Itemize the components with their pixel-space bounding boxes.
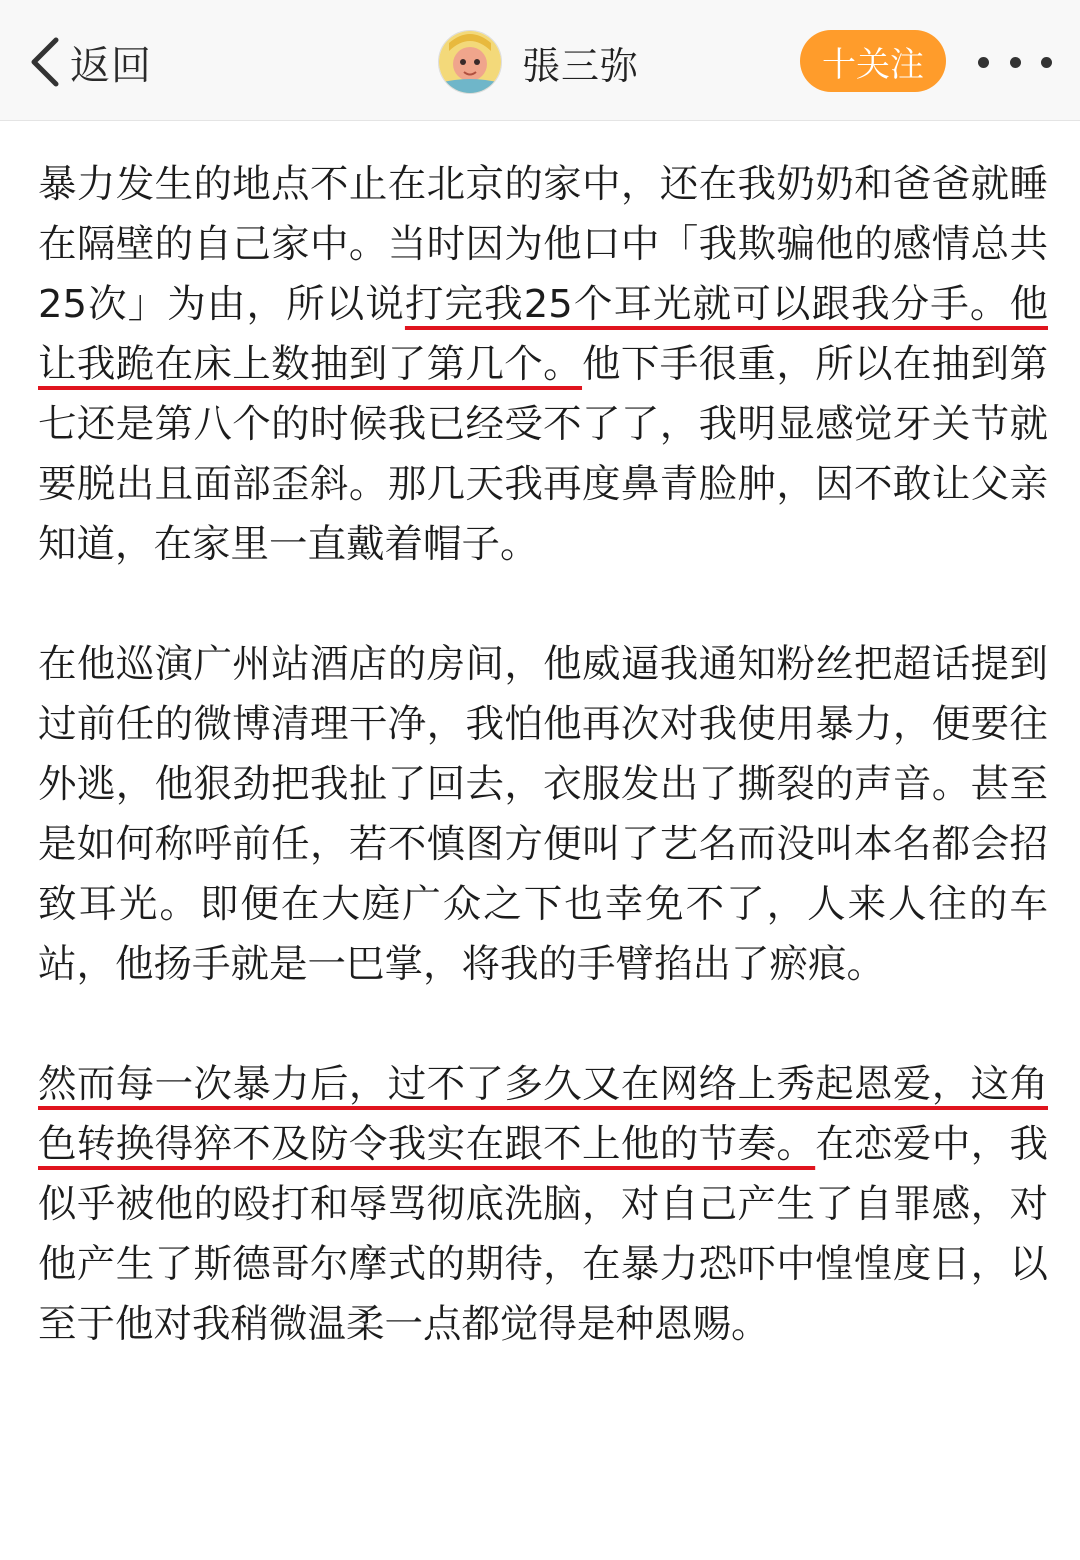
highlighted-sentence-2: 然而每一次暴力后，过不了多久又在网络上秀起恩爱，这角色转换得猝不及防令我实在跟不上他的节奏。 — [38, 1062, 1048, 1167]
avatar[interactable] — [438, 30, 502, 94]
paragraph-1-text-end: 他下手很重，所以在抽到第七还是第八个的时候我已经受不了了，我明显感觉牙关节就要脱出且面部歪斜。那几天我再度鼻青脸肿，因不敢让父亲知道，在家里一直戴着帽子。 — [38, 342, 1048, 567]
highlighted-sentence-1: 打完我25个耳光就可以跟我分手。他让我跪在床上数抽到了第几个。 — [38, 282, 1048, 387]
profile-header[interactable] — [438, 30, 639, 94]
post-body — [38, 155, 1048, 1415]
paragraph-3 — [38, 1055, 1048, 1355]
username[interactable]: 張三弥 — [522, 43, 640, 88]
follow-button[interactable]: 十关注 — [800, 30, 946, 92]
paragraph-1-text-start: 暴力发生的地点不止在北京的家中，还在我奶奶和爸爸就睡在隔壁的自己家中。当时因为他口中「我欺骗他的感情总共25次」为由，所以说 — [38, 162, 1048, 327]
more-dots-icon[interactable] — [978, 40, 1052, 84]
chevron-left-icon — [28, 36, 62, 88]
paragraph-2: 在他巡演广州站酒店的房间，他威逼我通知粉丝把超话提到过前任的微博清理干净，我怕他再次对我使用暴力，便要往外逃，他狠劲把我扯了回去，衣服发出了撕裂的声音。甚至是如何称呼前任，若不慎图方便叫了艺名而没叫本名都会招致耳光。即便在大庭广众之下也幸免不了，人来人往的车站，他扬手就是一巴掌，将我的手臂掐出了瘀痕。 — [38, 642, 1048, 987]
back-button[interactable] — [28, 30, 152, 94]
back-label: 返回 — [70, 42, 152, 89]
paragraph-1 — [38, 155, 1048, 575]
top-nav-bar — [0, 0, 1080, 121]
paragraph-3-text-end: 在恋爱中，我似乎被他的殴打和辱骂彻底洗脑，对自己产生了自罪感，对他产生了斯德哥尔摩式的期待，在暴力恐吓中惶惶度日，以至于他对我稍微温柔一点都觉得是种恩赐。 — [38, 1122, 1048, 1347]
